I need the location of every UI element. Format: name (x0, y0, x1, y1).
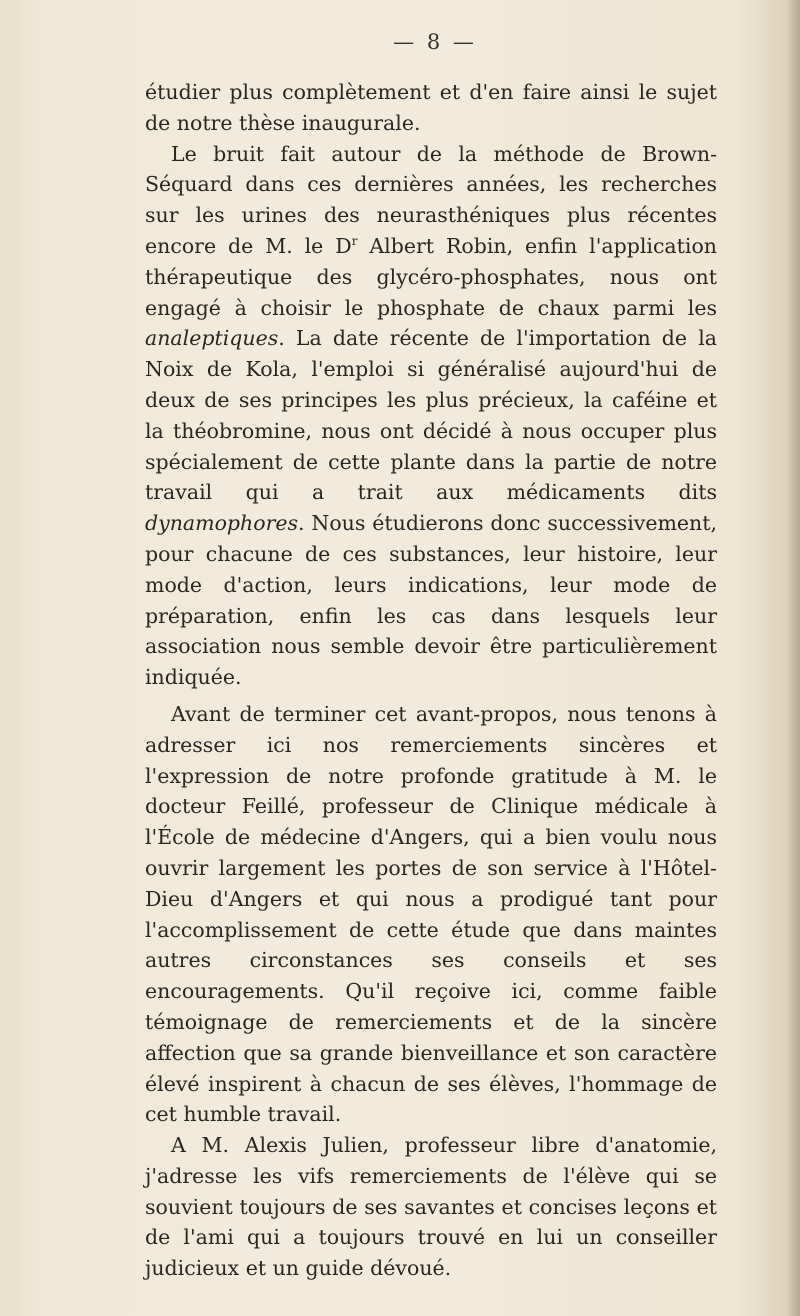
paragraph-brown-sequard (145, 139, 717, 693)
italic-term-analeptiques: analeptiques (145, 326, 279, 351)
text-segment: Avant de terminer cet avant-propos, nous tenons à adresser ici nos remerciements sincères et l'expression de notre profonde gratitude à M. le docteur Feillé, professeur de Clinique médicale à l'École de médecine d'Angers, qui a bien voulu nous ouvrir largement les portes de son service à l'Hôtel-Dieu d'Angers et qui nous a prodigué tant pour l'accomplissement de cette étude que dans maintes autres circonstances ses conseils et ses encouragements. Qu'il reçoive ici, comme faible témoignage de remerciements et de la sincère affection que sa grande bienveillance et son caractère élevé inspirent à chacun de ses élèves, l'hommage de cet humble travail. (145, 701, 717, 1127)
page-number: — 8 — (393, 30, 477, 54)
text-segment: . Nous étudierons donc successivement, pour chacune de ces substances, leur histoire, leur mode d'action, leurs indications, leur mode de préparation, enfin les cas dans lesquels leur association nous semble devoir être particulièrement indiquée. (145, 511, 717, 690)
superscript-r: r (351, 234, 358, 249)
text-segment: Le bruit fait autour de la méthode de Brown-Séquard dans ces dernières années, les recherches sur les urines des neurasthéniques plus récentes encore de M. le D (145, 141, 717, 258)
text-segment: étudier plus complètement et d'en faire ainsi le sujet de notre thèse inaugurale. (145, 80, 717, 135)
text-segment: A M. Alexis Julien, professeur libre d'anatomie, j'adresse les vifs remerciements de l'élève qui se souvient toujours de ses savantes et concises leçons et de l'ami qui a toujours trouvé en lui un conseiller judicieux et un guide dévoué. (145, 1133, 717, 1281)
body-text (145, 77, 717, 1284)
italic-term-dynamophores: dynamophores (145, 511, 299, 536)
text-segment: . La date récente de l'importation de la Noix de Kola, l'emploi si généralisé aujourd'hui de deux de ses principes les plus précieux, la caféine et la théobromine, nous ont décidé à nous occuper plus spécialement de cette plante dans la partie de notre travail qui a trait aux médicaments dits (145, 326, 717, 505)
paragraph-acknowledgements (145, 699, 717, 1130)
paragraph-continuation (145, 77, 717, 139)
paragraph-julien (145, 1130, 717, 1284)
text-segment: Albert Robin, enfin l'application thérapeutique des glycéro-phosphates, nous ont engagé à choisir le phosphate de chaux parmi les (145, 233, 717, 320)
